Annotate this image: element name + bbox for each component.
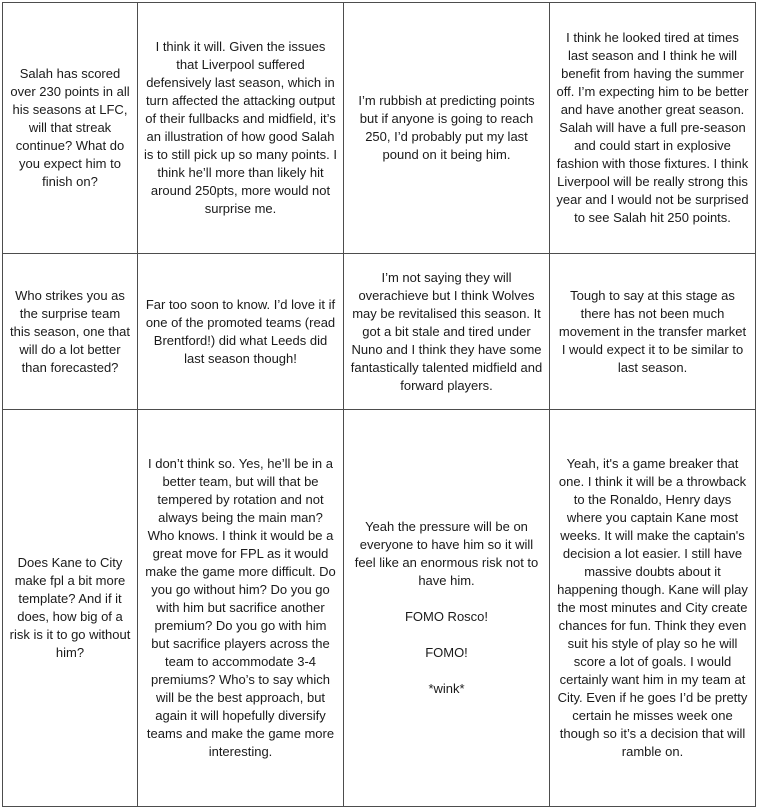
answer-cell: I’m not saying they will overachieve but I think Wolves may be revitalised this season. It got a bit stale and tired under Nuno and I think they have some fantastically talented midfield and forward players. [344, 254, 550, 410]
table-row [3, 254, 756, 410]
question-cell: Salah has scored over 230 points in all his seasons at LFC, will that streak continue? What do you expect him to finish on? [3, 3, 138, 254]
answer-cell: Yeah, it's a game breaker that one. I think it will be a throwback to the Ronaldo, Henry days where you captain Kane most weeks. It will make the captain's decision a lot easier. I still have massive doubts about it happening though. Kane will play the most minutes and City create chances for fun. Think they even suit his style of play so he will score a lot of goals. I would certainly want him in my team at City. Even if he goes I’d be pretty certain he misses week one though so it’s a decision that will ramble on. [550, 410, 756, 807]
answer-cell: I’m rubbish at predicting points but if anyone is going to reach 250, I’d probably put my last pound on it being him. [344, 3, 550, 254]
question-cell: Does Kane to City make fpl a bit more template? And if it does, how big of a risk is it to go without him? [3, 410, 138, 807]
table-row [3, 410, 756, 807]
question-cell: Who strikes you as the surprise team this season, one that will do a lot better than forecasted? [3, 254, 138, 410]
answer-cell: Yeah the pressure will be on everyone to have him so it will feel like an enormous risk not to have him. FOMO Rosco! FOMO! *wink* [344, 410, 550, 807]
answer-cell: Far too soon to know. I’d love it if one of the promoted teams (read Brentford!) did what Leeds did last season though! [138, 254, 344, 410]
answer-cell: I think it will. Given the issues that Liverpool suffered defensively last season, which in turn affected the attacking output of their fullbacks and midfield, it’s an illustration of how good Salah is to still pick up so many points. I think he’ll more than likely hit around 250pts, more would not surprise me. [138, 3, 344, 254]
answer-cell: I think he looked tired at times last season and I think he will benefit from having the summer off. I’m expecting him to be better and have another great season. Salah will have a full pre-season and could start in explosive fashion with those fixtures. I think Liverpool will be really strong this year and I would not be surprised to see Salah hit 250 points. [550, 3, 756, 254]
answer-cell: I don’t think so. Yes, he’ll be in a better team, but will that be tempered by rotation and not always being the main man? Who knows. I think it would be a great move for FPL as it would make the game more difficult. Do you go without him? Do you go with him but sacrifice another premium? Do you go with him but sacrifice players across the team to accommodate 3-4 premiums? Who’s to say which will be the best approach, but again it will hopefully diversify teams and make the game more interesting. [138, 410, 344, 807]
answer-cell: Tough to say at this stage as there has not been much movement in the transfer market I would expect it to be similar to last season. [550, 254, 756, 410]
qa-table [2, 2, 756, 807]
table-row [3, 3, 756, 254]
